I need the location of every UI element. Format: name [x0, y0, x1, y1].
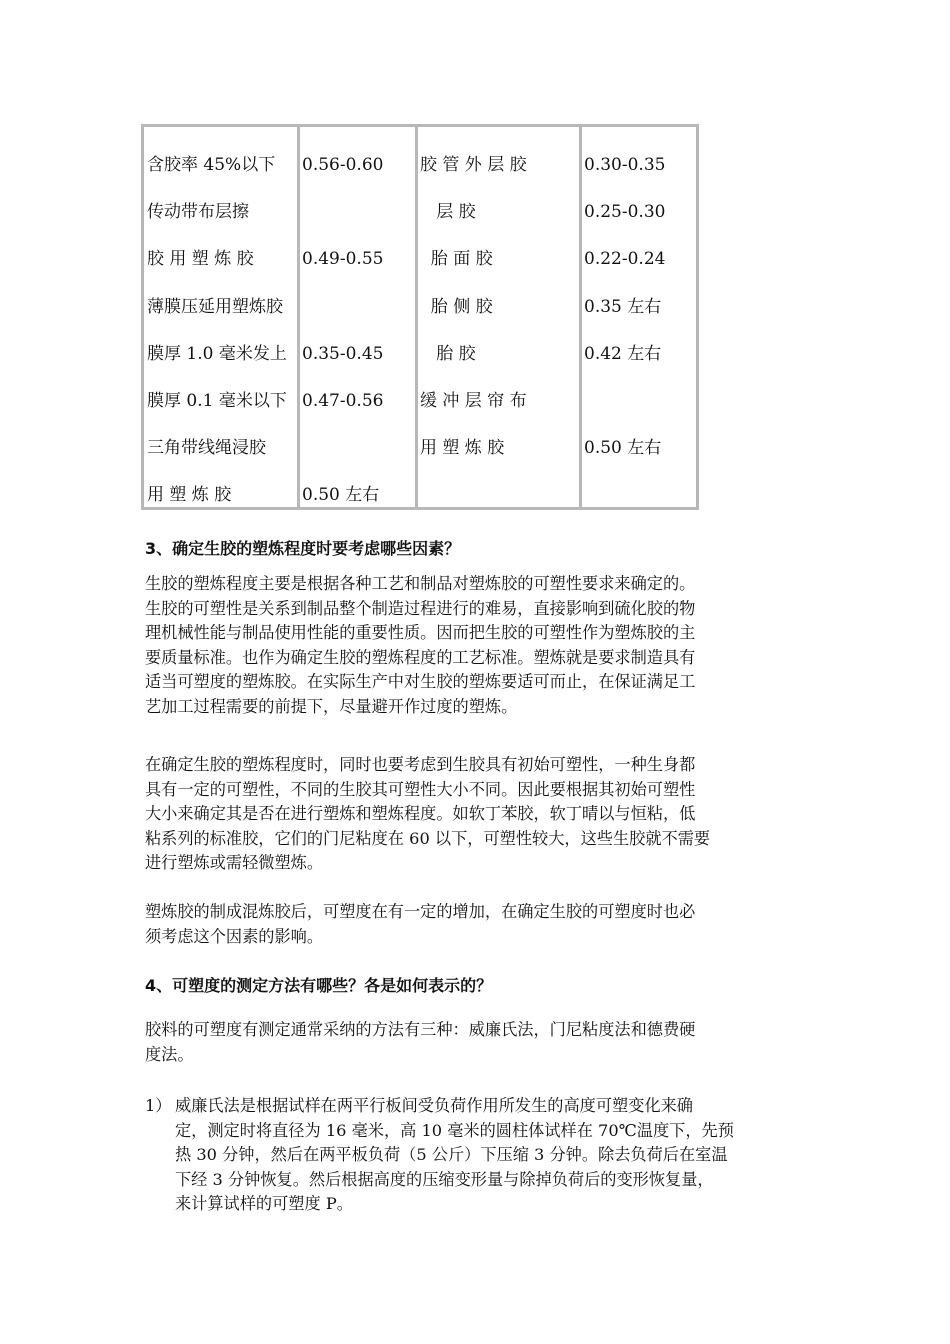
table-cell: 膜厚 0.1 毫米以下 [147, 391, 287, 411]
table-cell: 0.42 左右 [584, 343, 662, 364]
table-cell: 0.50 左右 [584, 438, 662, 459]
section-3-heading: 3、确定生胶的塑炼程度时要考虑哪些因素？ [145, 539, 461, 558]
plasticity-table [141, 124, 699, 510]
table-cell: 层 胶 [420, 202, 476, 223]
table-cell: 0.50 左右 [302, 485, 380, 506]
text-line: 塑炼胶的制成混炼胶后，可塑度在有一定的增加，在确定生胶的可塑度时也必 [145, 902, 696, 921]
section-3-paragraph-3 [145, 900, 810, 949]
section-4-paragraph-1 [145, 1018, 810, 1067]
section-3-paragraph-2 [145, 753, 810, 876]
table-column-divider [415, 127, 418, 507]
text-line: 理机械性能与制品使用性能的重要性质。因而把生胶的可塑性作为塑炼胶的主 [145, 623, 696, 642]
table-cell: 胎 侧 胶 [420, 296, 493, 317]
text-line: 具有一定的可塑性，不同的生胶其可塑性大小不同。因此要根据其初始可塑性 [145, 779, 696, 799]
table-cell: 三角带线绳浸胶 [147, 438, 266, 459]
text-line: 须考虑这个因素的影响。 [145, 926, 324, 946]
table-cell: 0.22-0.24 [584, 249, 666, 270]
list-marker: 1） [145, 1096, 172, 1115]
table-column-divider [579, 127, 582, 507]
table-cell: 薄膜压延用塑炼胶 [147, 296, 283, 317]
section-4-heading: 4、可塑度的测定方法有哪些？各是如何表示的？ [145, 976, 493, 995]
table-cell: 0.56-0.60 [302, 155, 384, 175]
table-cell: 用 塑 炼 胶 [420, 438, 505, 459]
table-cell: 0.47-0.56 [302, 391, 384, 411]
text-line: 大小来确定其是否在进行塑炼和塑炼程度。如软丁苯胶，软丁晴以与恒粘，低 [145, 804, 696, 823]
table-cell: 用 塑 炼 胶 [147, 485, 232, 506]
table-cell: 0.25-0.30 [584, 202, 666, 223]
text-line: 粘系列的标准胶，它们的门尼粘度在 60 以下，可塑性较大，这些生胶就不需要 [145, 828, 711, 848]
table-column-divider [297, 127, 300, 507]
text-line: 来计算试样的可塑度 P。 [175, 1194, 353, 1213]
text-line: 艺加工过程需要的前提下，尽量避开作过度的塑炼。 [145, 696, 518, 716]
text-line: 生胶的可塑性是关系到制品整个制造过程进行的难易，直接影响到硫化胶的物 [145, 598, 696, 618]
table-cell: 传动带布层擦 [147, 202, 249, 223]
table-cell: 膜厚 1.0 毫米发上 [147, 343, 287, 364]
table-cell: 0.35-0.45 [302, 343, 384, 364]
text-line: 热 30 分钟，然后在两平板负荷（5 公斤）下压缩 3 分钟。除去负荷后在室温 [175, 1145, 728, 1164]
text-line: 威廉氏法是根据试样在两平行板间受负荷作用所发生的高度可塑变化来确 [175, 1096, 693, 1115]
table-cell: 胶 用 塑 炼 胶 [147, 249, 254, 270]
list-item-1 [145, 1094, 810, 1217]
text-line: 在确定生胶的塑炼程度时，同时也要考虑到生胶具有初始可塑性，一种生身都 [145, 755, 696, 774]
table-cell: 0.49-0.55 [302, 249, 384, 270]
table-cell: 缓 冲 层 帘 布 [420, 391, 527, 411]
table-cell: 胎 面 胶 [420, 249, 493, 270]
text-line: 定，测定时将直径为 16 毫米，高 10 毫米的圆柱体试样在 70℃温度下，先预 [175, 1120, 734, 1140]
text-line: 适当可塑度的塑炼胶。在实际生产中对生胶的塑炼要适可而止，在保证满足工 [145, 672, 696, 691]
table-cell: 胶 管 外 层 胶 [420, 155, 527, 175]
table-cell: 含胶率 45%以下 [147, 155, 276, 175]
text-line: 生胶的塑炼程度主要是根据各种工艺和制品对塑炼胶的可塑性要求来确定的。 [145, 574, 696, 593]
text-line: 度法。 [145, 1044, 194, 1064]
text-line: 要质量标准。也作为确定生胶的塑炼程度的工艺标准。塑炼就是要求制造具有 [145, 647, 696, 667]
text-line: 进行塑炼或需轻微塑炼。 [145, 853, 324, 872]
table-cell: 胎 胶 [420, 343, 476, 364]
text-line: 胶料的可塑度有测定通常采纳的方法有三种：威廉氏法，门尼粘度法和德费硬 [145, 1020, 696, 1039]
section-3-paragraph-1 [145, 572, 810, 719]
text-line: 下经 3 分钟恢复。然后根据高度的压缩变形量与除掉负荷后的变形恢复量， [175, 1169, 714, 1189]
table-cell: 0.35 左右 [584, 296, 662, 317]
table-cell: 0.30-0.35 [584, 155, 666, 175]
